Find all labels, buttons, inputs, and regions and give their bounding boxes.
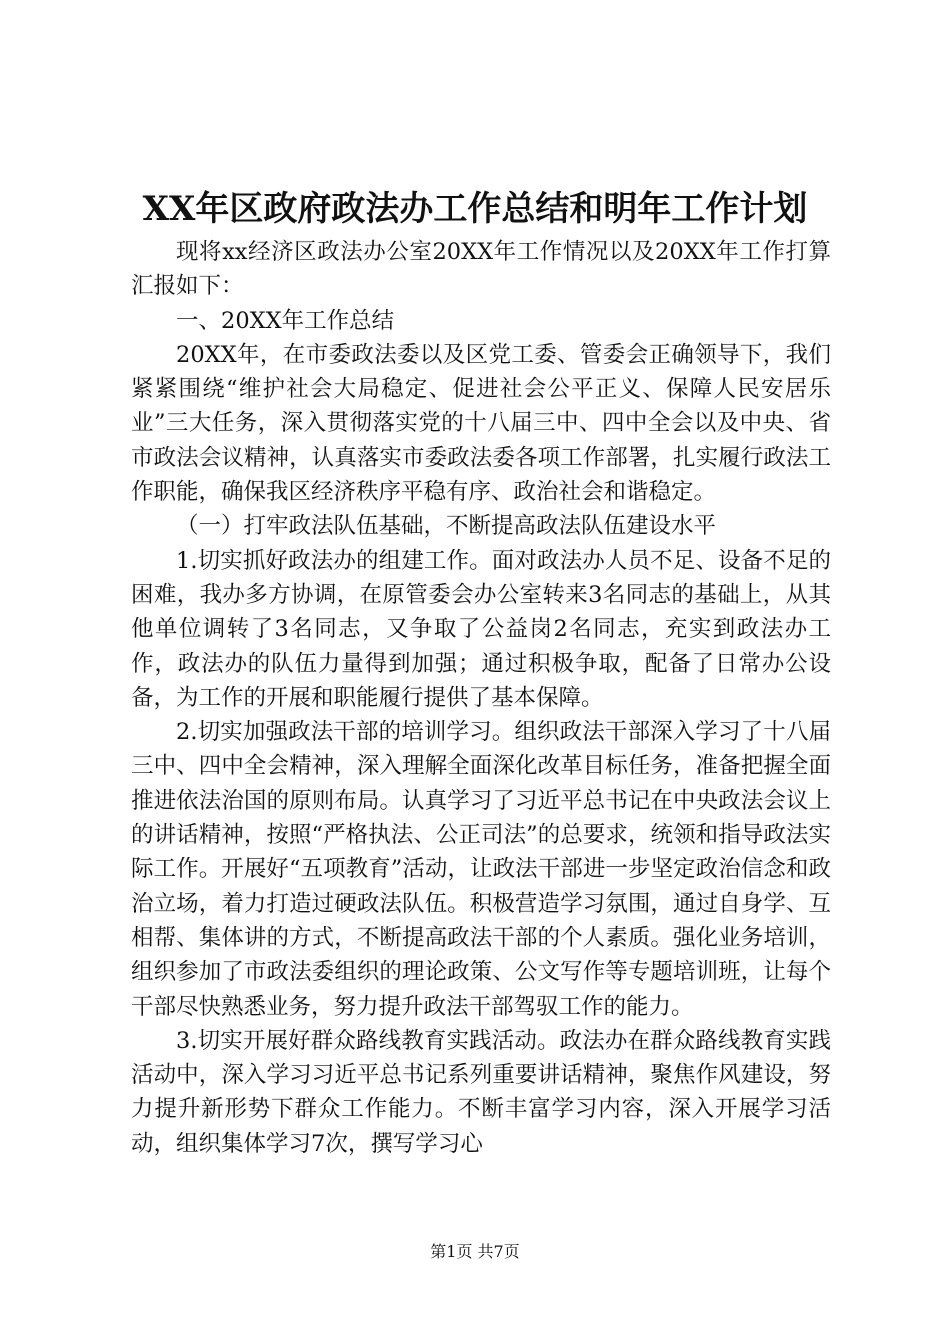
paragraph-item-2: 2.切实加强政法干部的培训学习。组织政法干部深入学习了十八届三中、四中全会精神，深入理解全面深化改革目标任务，准备把握全面推进依法治国的原则布局。认真学习了习近平总书记在中央政法会议上的讲话精神，按照“严格执法、公正司法”的总要求，统领和指导政法实际工作。开展好“五项教育”活动，让政法干部进一步坚定政治信念和政治立场，着力打造过硬政法队伍。积极营造学习氛围，通过自身学、互相帮、集体讲的方式，不断提高政法干部的个人素质。强化业务培训，组织参加了市政法委组织的理论政策、公文写作等专题培训班，让每个干部尽快熟悉业务，努力提升政法干部驾驭工作的能力。 xyxy=(131,719,831,1020)
document-body xyxy=(131,235,831,1161)
paragraph-item-3: 3.切实开展好群众路线教育实践活动。政法办在群众路线教育实践活动中，深入学习习近平总书记系列重要讲话精神，聚焦作风建设，努力提升新形势下群众工作能力。不断丰富学习内容，深入开展学习活动，组织集体学习7次，撰写学习心 xyxy=(131,1027,831,1157)
page-number-footer: 第1页 共7页 xyxy=(430,1242,520,1261)
section-heading-summary: 一、20XX年工作总结 xyxy=(176,307,395,334)
document-title: XX年区政府政法办工作总结和明年工作计划 xyxy=(142,189,808,229)
paragraph-overview: 20XX年，在市委政法委以及区党工委、管委会正确领导下，我们紧紧围绕“维护社会大局稳定、促进社会公平正义、保障人民安居乐业”三大任务，深入贯彻落实党的十八届三中、四中全会以及中央、省市政法会议精神，认真落实市委政法委各项工作部署，扎实履行政法工作职能，确保我区经济秩序平稳有序、政治社会和谐稳定。 xyxy=(131,341,831,506)
paragraph-intro: 现将xx经济区政法办公室20XX年工作情况以及20XX年工作打算汇报如下： xyxy=(131,239,831,300)
subsection-heading-team: （一）打牢政法队伍基础，不断提高政法队伍建设水平 xyxy=(176,513,717,540)
paragraph-item-1: 1.切实抓好政法办的组建工作。面对政法办人员不足、设备不足的困难，我办多方协调，在原管委会办公室转来3名同志的基础上，从其他单位调转了3名同志，又争取了公益岗2名同志，充实到政法办工作，政法办的队伍力量得到加强；通过积极争取，配备了日常办公设备，为工作的开展和职能履行提供了基本保障。 xyxy=(131,547,831,711)
